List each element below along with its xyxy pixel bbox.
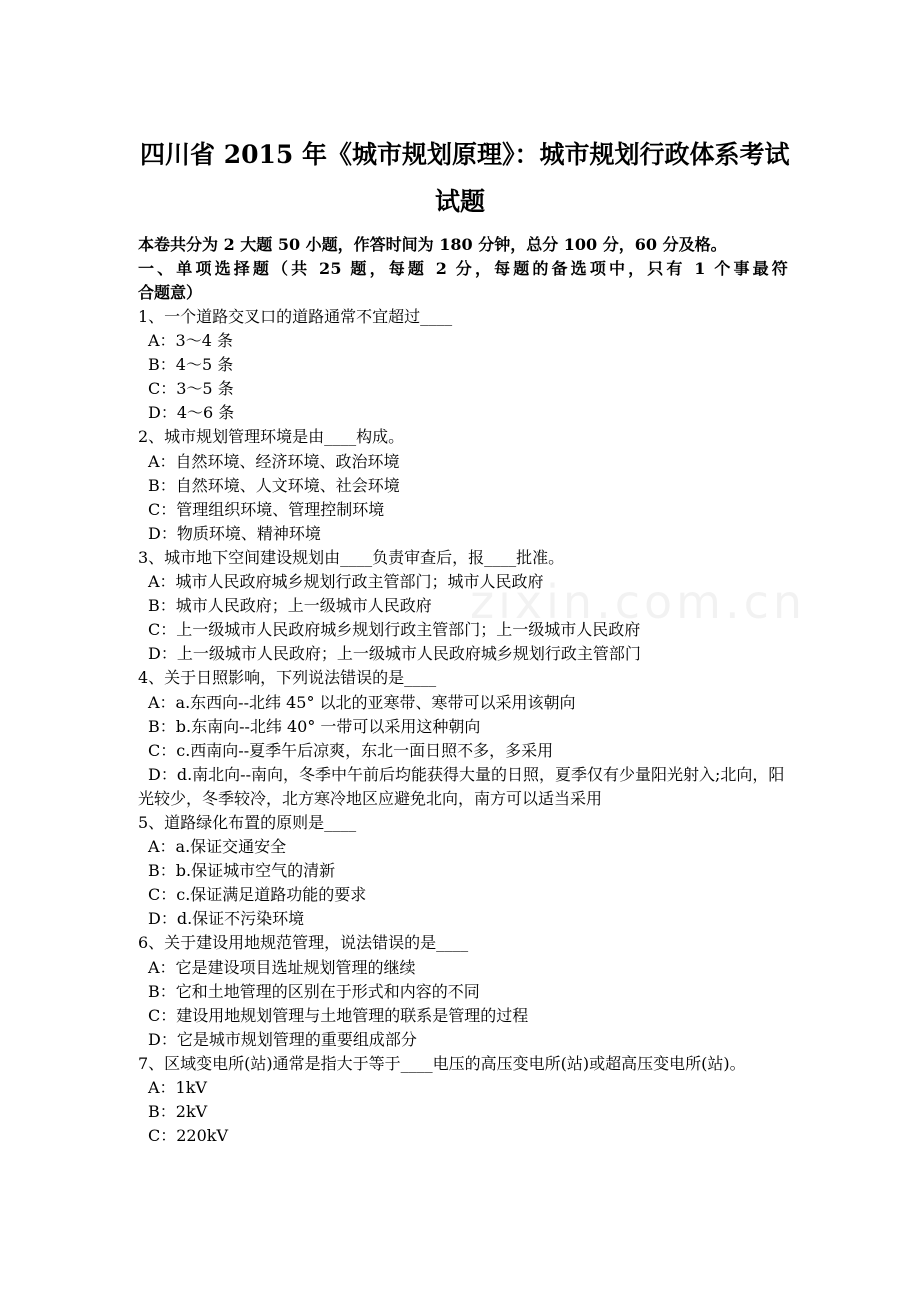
option-d: D：d.保证不污染环境 — [148, 909, 305, 929]
option-c: C：管理组织环境、管理控制环境 — [148, 499, 385, 519]
document-title-line-2: 试题 — [434, 187, 485, 216]
question-1 — [138, 305, 788, 425]
question-4 — [138, 666, 788, 811]
question-5 — [138, 811, 788, 931]
question-stem: 2、城市规划管理环境是由____构成。 — [138, 427, 405, 447]
option-c: C：c.西南向--夏季午后凉爽，东北一面日照不多，多采用 — [148, 740, 554, 760]
option-d: D：d.南北向--南向，冬季中午前后均能获得大量的日照，夏季仅有少量阳光射入;北向，阳光较少，冬季较冷，北方寒冷地区应避免北向，南方可以适当采用 — [138, 764, 785, 808]
exam-intro: 本卷共分为 2 大题 50 小题，作答时间为 180 分钟，总分 100 分，60 分及格。 — [138, 235, 727, 254]
option-c: C：3～5 条 — [148, 379, 234, 399]
option-a: A：a.保证交通安全 — [148, 837, 287, 857]
option-b: B：b.保证城市空气的清新 — [148, 861, 336, 881]
option-b: B：城市人民政府；上一级城市人民政府 — [148, 596, 432, 616]
section-heading-line-2: 合题意） — [138, 283, 203, 302]
option-a: A：1kV — [148, 1078, 207, 1097]
option-b: B：4～5 条 — [148, 355, 234, 375]
option-a: A：3～4 条 — [148, 331, 234, 351]
option-a: A：自然环境、经济环境、政治环境 — [148, 451, 400, 471]
option-b: B：b.东南向--北纬 40° 一带可以采用这种朝向 — [148, 716, 481, 736]
question-7 — [138, 1052, 788, 1148]
option-a: A：它是建设项目选址规划管理的继续 — [148, 957, 416, 977]
option-b: B：自然环境、人文环境、社会环境 — [148, 475, 400, 495]
question-stem: 1、一个道路交叉口的道路通常不宜超过____ — [138, 307, 453, 326]
option-d: D：它是城市规划管理的重要组成部分 — [148, 1029, 417, 1049]
question-stem: 7、区域变电所(站)通常是指大于等于____电压的高压变电所(站)或超高压变电所(站)。 — [138, 1053, 746, 1073]
document-title-line-1: 四川省 2015 年《城市规划原理》：城市规划行政体系考试 — [140, 140, 790, 169]
option-b: B：它和土地管理的区别在于形式和内容的不同 — [148, 981, 480, 1001]
question-stem: 6、关于建设用地规范管理，说法错误的是____ — [138, 933, 469, 953]
watermark: zixin.com.cn — [470, 575, 807, 629]
question-6 — [138, 931, 788, 1051]
option-c: C：c.保证满足道路功能的要求 — [148, 885, 367, 905]
option-c: C：建设用地规划管理与土地管理的联系是管理的过程 — [148, 1005, 529, 1025]
option-a: A：城市人民政府城乡规划行政主管部门；城市人民政府 — [148, 572, 544, 592]
question-3 — [138, 546, 788, 666]
question-stem: 3、城市地下空间建设规划由____负责审查后，报____批准。 — [138, 547, 565, 567]
option-d: D：物质环境、精神环境 — [148, 523, 321, 543]
option-b: B：2kV — [148, 1102, 208, 1122]
question-2 — [138, 425, 788, 545]
option-c: C：上一级城市人民政府城乡规划行政主管部门；上一级城市人民政府 — [148, 620, 641, 640]
option-d: D：4～6 条 — [148, 403, 235, 423]
option-a: A：a.东西向--北纬 45° 以北的亚寒带、寒带可以采用该朝向 — [148, 692, 576, 712]
option-d: D：上一级城市人民政府；上一级城市人民政府城乡规划行政主管部门 — [148, 644, 641, 664]
option-c: C：220kV — [148, 1126, 229, 1146]
section-heading-line-1: 一、单项选择题（共 25 题，每题 2 分，每题的备选项中，只有 1 个事最符 — [138, 259, 788, 278]
question-list — [138, 305, 788, 1148]
question-stem: 5、道路绿化布置的原则是____ — [138, 812, 357, 832]
question-stem: 4、关于日照影响，下列说法错误的是____ — [138, 668, 437, 688]
